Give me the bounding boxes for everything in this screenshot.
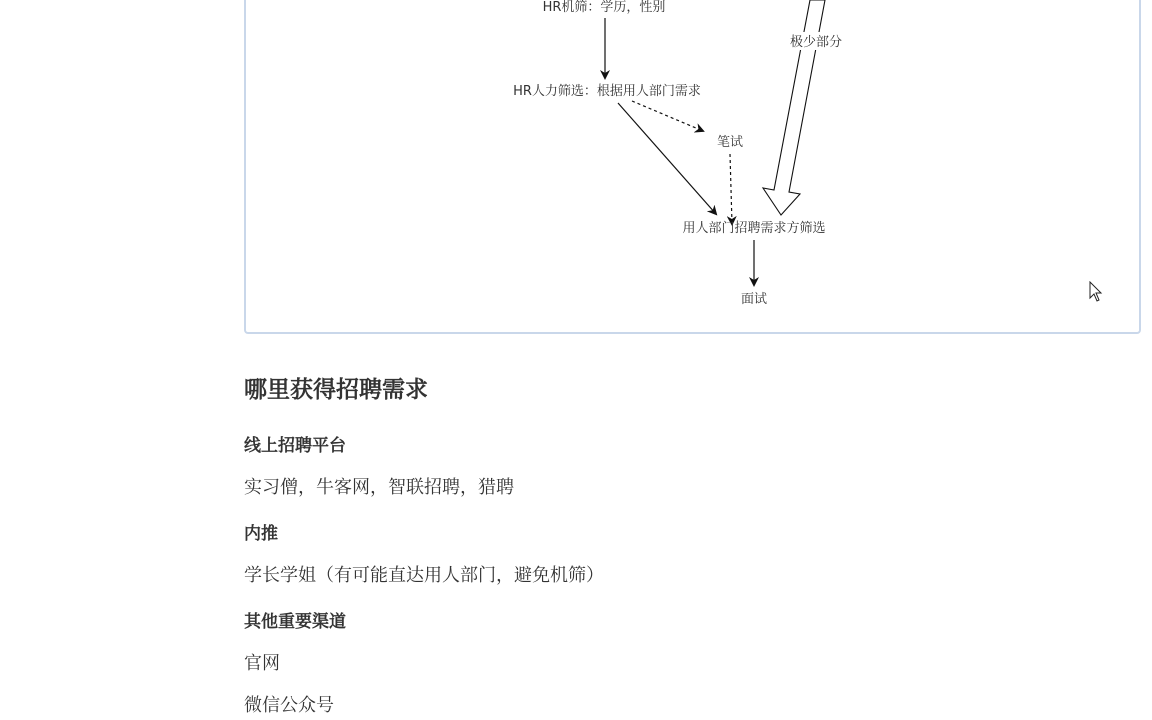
paragraph-official-site: 官网 [244,653,280,674]
edge-label-few: 极少部分 [789,35,843,50]
edge-manual-to-dept [618,103,716,214]
flowchart-canvas [0,0,1152,340]
paragraph-wechat-account: 微信公众号 [244,695,334,716]
node-hr-manual-screen: HR人力筛选：根据用人部门需求 [513,84,701,99]
node-interview: 面试 [740,292,768,307]
edge-manual-to-test [632,101,703,131]
node-dept-screen: 用人部门招聘需求方筛选 [682,221,826,236]
mouse-cursor-icon [1089,281,1103,303]
subheading-referral: 内推 [244,524,278,544]
edge-test-to-dept [730,154,732,224]
paragraph-online-platforms: 实习僧，牛客网，智联招聘，猎聘 [244,477,514,498]
section-heading: 哪里获得招聘需求 [244,377,428,403]
node-written-test: 笔试 [716,135,744,150]
subheading-online-platforms: 线上招聘平台 [244,436,346,456]
article-content [244,360,1134,718]
subheading-other-channels: 其他重要渠道 [244,612,346,632]
node-hr-machine-screen: HR机筛：学历，性别 [542,0,666,15]
paragraph-referral: 学长学姐（有可能直达用人部门，避免机筛） [244,565,604,586]
